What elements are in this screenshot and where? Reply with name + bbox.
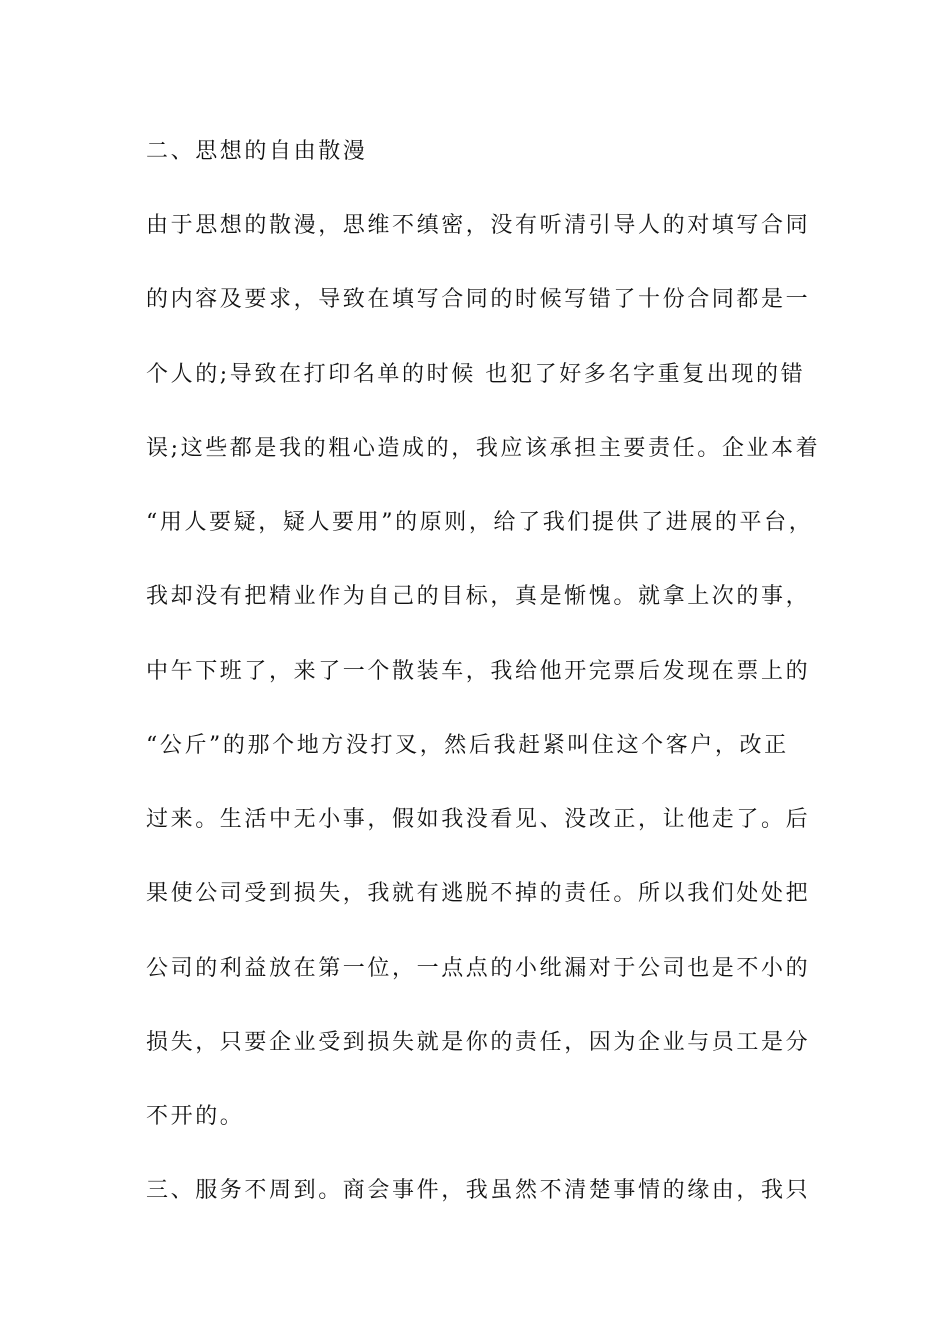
section-heading-3: 三、服务不周到。商会事件，我虽然不清楚事情的缘由，我只 [146, 1178, 811, 1203]
paragraph-line: 过来。生活中无小事，假如我没看见、没改正，让他走了。后 [146, 807, 811, 832]
paragraph-line: 我却没有把精业作为自己的目标，真是惭愧。就拿上次的事， [146, 584, 811, 609]
paragraph-line: 中午下班了，来了一个散装车，我给他开完票后发现在票上的 [146, 659, 811, 684]
paragraph-line: 个人的;导致在打印名单的时候 也犯了好多名字重复出现的错 [146, 362, 806, 387]
paragraph-line: “用人要疑，疑人要用”的原则，给了我们提供了进展的平台， [146, 510, 814, 535]
paragraph-line: “公斤”的那个地方没打叉，然后我赶紧叫住这个客户，改正 [146, 733, 789, 758]
paragraph-line: 误;这些都是我的粗心造成的，我应该承担主要责任。企业本着 [146, 436, 821, 461]
paragraph-line: 由于思想的散漫，思维不缜密，没有听清引导人的对填写合同 [146, 213, 811, 238]
section-heading-2: 二、思想的自由散漫 [146, 139, 368, 164]
paragraph-line: 果使公司受到损失，我就有逃脱不掉的责任。所以我们处处把 [146, 881, 811, 906]
paragraph-line: 不开的。 [146, 1104, 245, 1129]
paragraph-line: 公司的利益放在第一位，一点点的小纰漏对于公司也是不小的 [146, 956, 811, 981]
paragraph-line: 损失，只要企业受到损失就是你的责任，因为企业与员工是分 [146, 1030, 811, 1055]
paragraph-line: 的内容及要求，导致在填写合同的时候写错了十份合同都是一 [146, 287, 811, 312]
